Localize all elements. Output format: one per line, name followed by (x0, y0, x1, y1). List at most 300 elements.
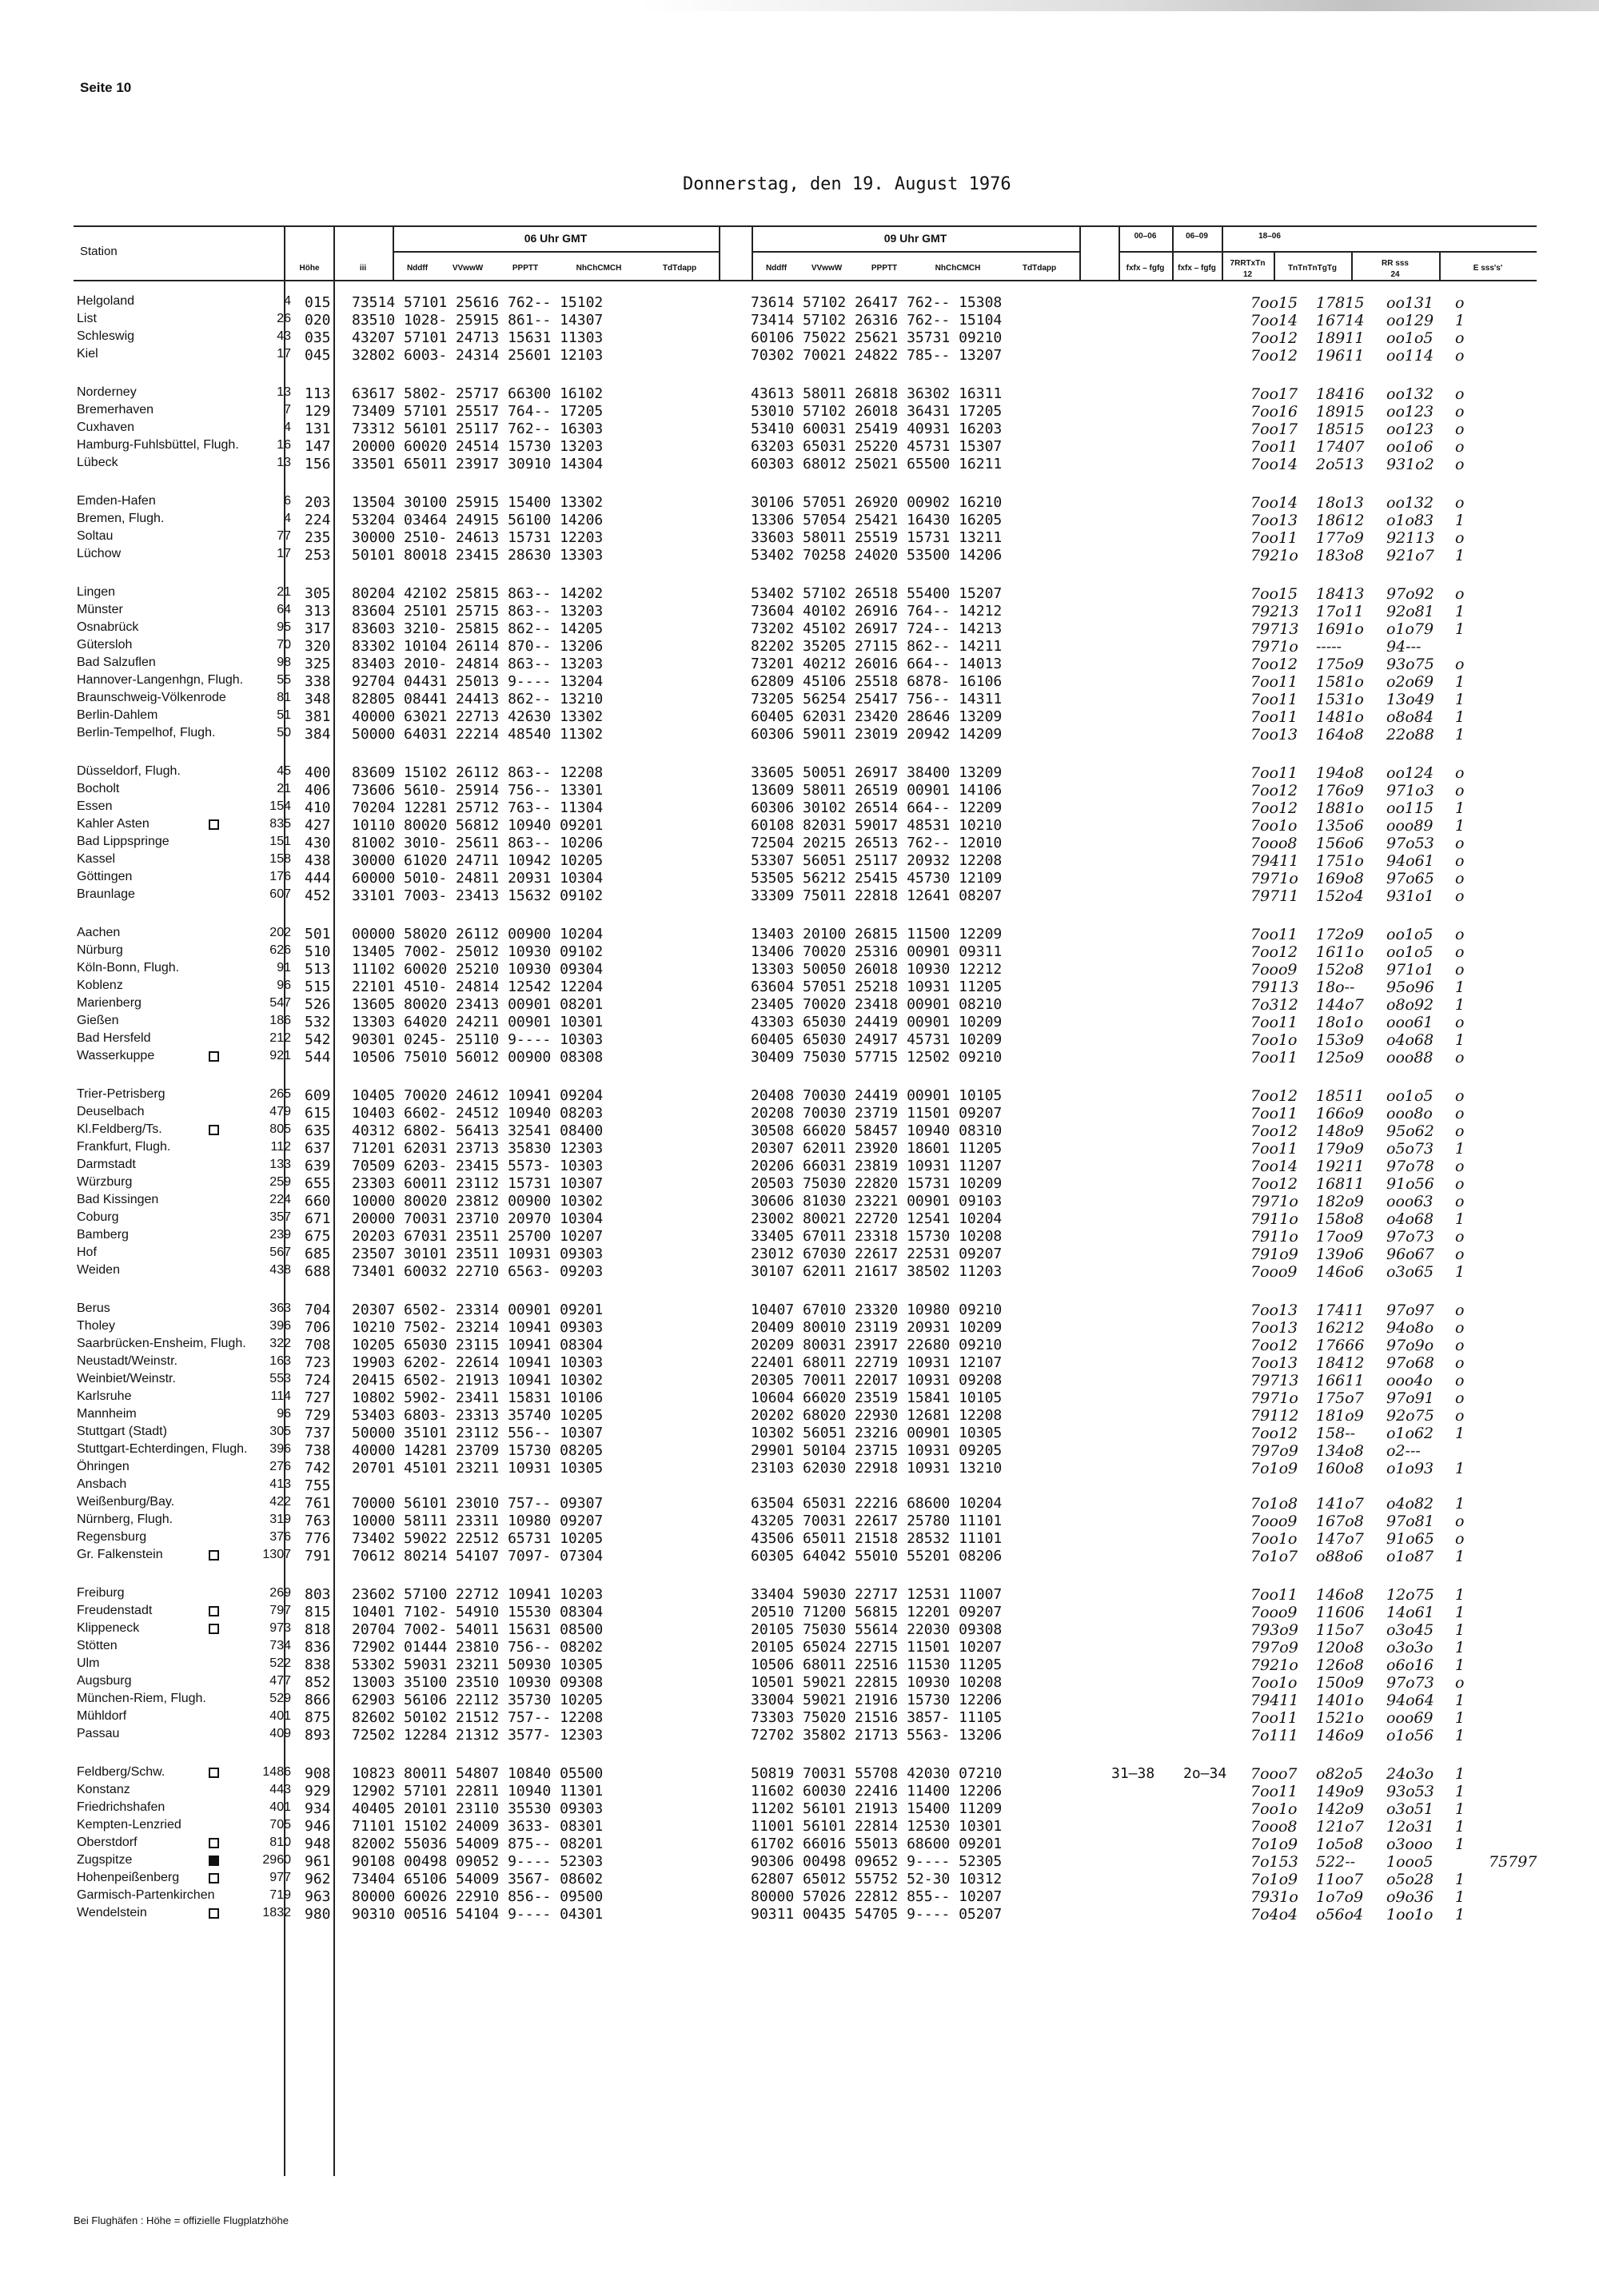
extreme-temps: 149o9 (1316, 1783, 1364, 1800)
precip-group: o1o87 (1386, 1548, 1434, 1565)
hoehe: 376 (269, 1530, 291, 1544)
hoehe: 50 (277, 726, 291, 739)
extreme-temps: 522-- (1316, 1853, 1356, 1871)
obs-06: 20203 67031 23511 25700 10207 (352, 1228, 604, 1245)
extreme-temps: 194o8 (1316, 764, 1364, 782)
obs-06: 71201 62031 23713 35830 12303 (352, 1140, 604, 1157)
open-square-icon (209, 1125, 219, 1135)
obs-06: 20704 7002- 54011 15631 08500 (352, 1621, 604, 1638)
precip-group: 92o75 (1386, 1407, 1434, 1425)
station-group (0, 1087, 1599, 1281)
extra-flag: o (1455, 1337, 1465, 1354)
obs-09: 10501 59021 22815 10930 10208 (751, 1674, 1003, 1691)
extra-flag: 1 (1455, 1906, 1465, 1923)
hoehe: 151 (269, 835, 291, 848)
station-group (0, 1765, 1599, 1923)
hoehe: 835 (269, 817, 291, 831)
station-name: Köln-Bonn, Flugh. (77, 961, 180, 975)
hoehe: 6 (284, 494, 291, 508)
extra-flag: o (1455, 656, 1465, 673)
extreme-temps: 11606 (1316, 1604, 1365, 1621)
station-group (0, 385, 1599, 473)
hoehe: 4 (284, 421, 291, 434)
extreme-temps: 147o7 (1316, 1530, 1364, 1548)
temp-group: 7oo11 (1250, 529, 1298, 547)
station-index: 338 (305, 673, 331, 690)
table-row (0, 673, 1599, 691)
extra-flag: 1 (1455, 1656, 1465, 1674)
extra-flag: o (1455, 1301, 1465, 1319)
precip-group: 97o91 (1386, 1389, 1434, 1407)
extreme-temps: 146o6 (1316, 1263, 1364, 1281)
obs-09: 33004 59021 21916 15730 12206 (751, 1692, 1003, 1708)
temp-group: 7oo13 (1250, 512, 1298, 529)
station-name: Bad Hersfeld (77, 1031, 151, 1045)
extra-flag: 1 (1455, 1425, 1465, 1442)
obs-06: 73514 57101 25616 762-- 15102 (352, 294, 604, 311)
extreme-temps: 152o4 (1316, 887, 1364, 905)
obs-06: 90310 00516 54104 9---- 04301 (352, 1906, 604, 1923)
extra-flag: o (1455, 887, 1465, 905)
table-row (0, 1621, 1599, 1639)
station-name: Nürburg (77, 943, 123, 957)
extreme-temps: 146o8 (1316, 1586, 1364, 1604)
temp-group: 7ooo9 (1250, 961, 1298, 979)
obs-06: 90108 00498 09052 9---- 52303 (352, 1853, 604, 1870)
precip-group: o3ooo (1386, 1836, 1433, 1853)
station-index: 452 (305, 887, 331, 904)
extra-flag: 1 (1455, 1871, 1465, 1888)
extra-flag: o (1455, 1228, 1465, 1246)
precip-group: 97o81 (1386, 1513, 1434, 1530)
obs-09: 13403 20100 26815 11500 12209 (751, 926, 1003, 943)
extreme-temps: 1o7o9 (1316, 1888, 1364, 1906)
obs-06: 40000 63021 22713 42630 13302 (352, 708, 604, 725)
precip-group: oo132 (1386, 494, 1434, 512)
temp-group: 79711 (1250, 887, 1299, 905)
table-row (0, 979, 1599, 996)
station-index: 742 (305, 1460, 331, 1477)
hoehe: 396 (269, 1319, 291, 1333)
sub-header-cols06-3: NhChCMCH (576, 264, 622, 273)
hoehe: 7 (284, 403, 291, 417)
obs-09: 10302 56051 23216 00901 10305 (751, 1425, 1003, 1441)
station-name: Bocholt (77, 782, 120, 795)
hoehe: 77 (277, 529, 291, 543)
header-rule (74, 280, 1537, 281)
extra-flag: 1 (1455, 1836, 1465, 1853)
extra-flag: 1 (1455, 547, 1465, 564)
open-square-icon (209, 1606, 219, 1616)
station-index: 501 (305, 926, 331, 943)
extreme-temps: 18o13 (1316, 494, 1364, 512)
table-row (0, 294, 1599, 312)
extra-flag: 1 (1455, 708, 1465, 726)
table-row (0, 852, 1599, 870)
hoehe: 133 (269, 1158, 291, 1171)
obs-09: 22401 68011 22719 10931 12107 (751, 1354, 1003, 1371)
hoehe: 443 (269, 1783, 291, 1796)
station-index: 738 (305, 1442, 331, 1459)
extra-flag: 1 (1455, 1210, 1465, 1228)
station-index: 020 (305, 312, 331, 329)
table-row (0, 764, 1599, 782)
sub-header-7rr-note: 12 (1242, 270, 1253, 279)
obs-09: 30107 62011 21617 38502 11203 (751, 1263, 1003, 1280)
extreme-temps: 1691o (1316, 620, 1364, 638)
hoehe: 396 (269, 1442, 291, 1456)
extra-flag: 1 (1455, 620, 1465, 638)
extra-flag: o (1455, 1193, 1465, 1210)
block-header-09: 09 Uhr GMT (883, 232, 947, 245)
obs-09: 72702 35802 21713 5563- 13206 (751, 1727, 1003, 1744)
obs-09: 60306 59011 23019 20942 14209 (751, 726, 1003, 743)
hoehe: 921 (269, 1049, 291, 1062)
extra-flag: o (1455, 1175, 1465, 1193)
station-index: 655 (305, 1175, 331, 1192)
station-group (0, 764, 1599, 905)
hoehe: 357 (269, 1210, 291, 1224)
hoehe: 553 (269, 1372, 291, 1385)
hoehe: 319 (269, 1513, 291, 1526)
extreme-temps: 18o1o (1316, 1014, 1364, 1031)
hoehe: 322 (269, 1337, 291, 1350)
station-index: 532 (305, 1014, 331, 1030)
extra-flag: o (1455, 961, 1465, 979)
hoehe: 81 (277, 691, 291, 704)
sub-header-tn: TnTnTnTgTg (1287, 264, 1338, 273)
station-index: 838 (305, 1656, 331, 1673)
header-18-06: 18–06 (1258, 232, 1281, 241)
extreme-temps: 134o8 (1316, 1442, 1364, 1460)
station-index: 348 (305, 691, 331, 708)
obs-09: 62807 65012 55752 52-30 10312 (751, 1871, 1003, 1887)
extra-flag: 1 (1455, 1639, 1465, 1656)
extra-flag: 1 (1455, 1709, 1465, 1727)
hoehe: 276 (269, 1460, 291, 1473)
station-group (0, 585, 1599, 743)
extra-flag: 1 (1455, 1031, 1465, 1049)
sub-header-esss: E sss's' (1473, 264, 1503, 273)
station-index: 980 (305, 1906, 331, 1923)
table-row (0, 1140, 1599, 1158)
station-index: 761 (305, 1495, 331, 1512)
station-index: 639 (305, 1158, 331, 1174)
extreme-temps: 18511 (1316, 1087, 1365, 1105)
obs-09: 20105 75030 55614 22030 09308 (751, 1621, 1003, 1638)
table-row (0, 529, 1599, 547)
precip-group: 97o65 (1386, 870, 1434, 887)
sub-header-cols09-0: Nddff (765, 264, 788, 273)
hoehe: 13 (277, 385, 291, 399)
precip-group: o1o56 (1386, 1727, 1434, 1744)
hoehe: 607 (269, 887, 291, 901)
obs-06: 40312 6802- 56413 32541 08400 (352, 1122, 604, 1139)
temp-group: 7oo14 (1250, 312, 1298, 329)
table-row (0, 1604, 1599, 1621)
hoehe: 805 (269, 1122, 291, 1136)
extreme-temps: 141o7 (1316, 1495, 1364, 1513)
obs-06: 30000 2510- 24613 15731 12203 (352, 529, 604, 546)
precip-group: oo1o6 (1386, 438, 1434, 456)
station-index: 609 (305, 1087, 331, 1104)
station-index: 729 (305, 1407, 331, 1424)
extreme-temps: 18612 (1316, 512, 1365, 529)
extreme-temps: 179o9 (1316, 1140, 1364, 1158)
temp-group: 793o9 (1250, 1621, 1298, 1639)
station-index: 946 (305, 1818, 331, 1835)
hoehe: 547 (269, 996, 291, 1010)
table-row (0, 403, 1599, 421)
col-header-station: Station (80, 245, 118, 258)
precip-group: o6o16 (1386, 1656, 1434, 1674)
extra-flag: 1 (1455, 799, 1465, 817)
station-index: 113 (305, 385, 331, 402)
obs-06: 10403 6602- 24512 10940 08203 (352, 1105, 604, 1122)
hoehe: 95 (277, 620, 291, 634)
station-name: München-Riem, Flugh. (77, 1692, 206, 1705)
precip-group: o2o69 (1386, 673, 1434, 691)
extra-flag: 1 (1455, 1692, 1465, 1709)
extra-flag: o (1455, 764, 1465, 782)
temp-group: 7oo16 (1250, 403, 1298, 421)
temp-group: 7911o (1250, 1210, 1298, 1228)
precip-group: 921o7 (1386, 547, 1434, 564)
obs-06: 12902 57101 22811 10940 11301 (352, 1783, 604, 1800)
sub-header-cols09-1: VVwwW (811, 264, 843, 273)
station-name: Gütersloh (77, 638, 133, 652)
hoehe: 163 (269, 1354, 291, 1368)
station-name: Stötten (77, 1639, 118, 1652)
station-name: Regensburg (77, 1530, 147, 1544)
precip-group: o5o28 (1386, 1871, 1434, 1888)
extreme-temps: 176o9 (1316, 782, 1364, 799)
precip-group: o3o3o (1386, 1639, 1434, 1656)
hoehe: 26 (277, 312, 291, 325)
open-square-icon (209, 1624, 219, 1634)
obs-09: 33404 59030 22717 12531 11007 (751, 1586, 1003, 1603)
station-name: Helgoland (77, 294, 135, 308)
station-name: Saarbrücken-Ensheim, Flugh. (77, 1337, 246, 1350)
station-index: 671 (305, 1210, 331, 1227)
station-name: Hof (77, 1246, 97, 1259)
extreme-temps: o88o6 (1316, 1548, 1364, 1565)
precip-group: o4o68 (1386, 1210, 1434, 1228)
extreme-temps: 1o5o8 (1316, 1836, 1364, 1853)
precip-group: o8o84 (1386, 708, 1434, 726)
station-name: Bamberg (77, 1228, 129, 1242)
obs-09: 30606 81030 23221 00901 09103 (751, 1193, 1003, 1210)
obs-06: 81002 3010- 25611 863-- 10206 (352, 835, 604, 851)
table-row (0, 961, 1599, 979)
precip-group: 22o88 (1386, 726, 1434, 743)
obs-06: 83604 25101 25715 863-- 13203 (352, 603, 604, 620)
obs-06: 90301 0245- 25110 9---- 10303 (352, 1031, 604, 1048)
obs-09: 43613 58011 26818 36302 16311 (751, 385, 1003, 402)
station-name: Gr. Falkenstein (77, 1548, 163, 1561)
station-index: 384 (305, 726, 331, 743)
extra-flag: o (1455, 294, 1465, 312)
extreme-temps: 126o8 (1316, 1656, 1364, 1674)
table-row (0, 1354, 1599, 1372)
extreme-temps: 1531o (1316, 691, 1364, 708)
station-name: List (77, 312, 97, 325)
extra-flag: o (1455, 1105, 1465, 1122)
precip-group: 97o78 (1386, 1158, 1434, 1175)
temp-group: 7971o (1250, 638, 1298, 656)
table-row (0, 1105, 1599, 1122)
sub-header-fx1: fxfx – fgfg (1126, 264, 1165, 273)
precip-group: 91o56 (1386, 1175, 1434, 1193)
precip-group: 94o8o (1386, 1319, 1434, 1337)
extreme-temps: 1581o (1316, 673, 1364, 691)
temp-group: 7oo1o (1250, 817, 1298, 835)
extra-flag: o (1455, 1513, 1465, 1530)
extreme-temps: 182o9 (1316, 1193, 1364, 1210)
temp-group: 7oo11 (1250, 764, 1298, 782)
obs-09: 23405 70020 23418 00901 08210 (751, 996, 1003, 1013)
station-name: Coburg (77, 1210, 119, 1224)
extra-flag: 1 (1455, 726, 1465, 743)
obs-09: 73414 57102 26316 762-- 15104 (751, 312, 1003, 329)
temp-group: 7oo12 (1250, 799, 1298, 817)
header-06-09: 06–09 (1186, 232, 1208, 241)
station-index: 015 (305, 294, 331, 311)
temp-group: 7ooo7 (1250, 1765, 1298, 1783)
station-name: Koblenz (77, 979, 123, 992)
sub-rule (752, 251, 1079, 253)
table-row (0, 1656, 1599, 1674)
block-header-06: 06 Uhr GMT (524, 232, 588, 245)
obs-09: 60405 65030 24917 45731 10209 (751, 1031, 1003, 1048)
obs-06: 70612 80214 54107 7097- 07304 (352, 1548, 604, 1565)
obs-06: 20701 45101 23211 10931 10305 (352, 1460, 604, 1477)
station-index: 763 (305, 1513, 331, 1529)
obs-06: 83403 2010- 24814 863-- 13203 (352, 656, 604, 672)
precip-group: o4o68 (1386, 1031, 1434, 1049)
hoehe: 422 (269, 1495, 291, 1509)
obs-09: 53505 56212 25415 45730 12109 (751, 870, 1003, 887)
temp-group: 797o9 (1250, 1442, 1298, 1460)
station-name: Osnabrück (77, 620, 139, 634)
station-name: Zugspitze (77, 1853, 133, 1867)
table-row (0, 456, 1599, 473)
station-index: 515 (305, 979, 331, 995)
extreme-temps: 18o-- (1316, 979, 1355, 996)
station-index: 305 (305, 585, 331, 602)
temp-group: 797o9 (1250, 1639, 1298, 1656)
extreme-temps: 183o8 (1316, 547, 1364, 564)
obs-09: 10604 66020 23519 15841 10105 (751, 1389, 1003, 1406)
station-index: 963 (305, 1888, 331, 1905)
obs-09: 11202 56101 21913 15400 11209 (751, 1800, 1003, 1817)
hoehe: 269 (269, 1586, 291, 1600)
obs-06: 23303 60011 23112 15731 10307 (352, 1175, 604, 1192)
hoehe: 797 (269, 1604, 291, 1617)
hoehe: 977 (269, 1871, 291, 1884)
hoehe: 112 (270, 1140, 291, 1154)
obs-06: 62903 56106 22112 35730 10205 (352, 1692, 604, 1708)
col-divider (719, 225, 720, 280)
precip-group: 93o53 (1386, 1783, 1434, 1800)
station-name: Kahler Asten (77, 817, 150, 831)
obs-06: 13303 64020 24211 00901 10301 (352, 1014, 604, 1030)
precip-group: oo124 (1386, 764, 1434, 782)
precip-group: 93o75 (1386, 656, 1434, 673)
temp-group: 7921o (1250, 547, 1298, 564)
obs-09: 90306 00498 09652 9---- 52305 (751, 1853, 1003, 1870)
station-index: 513 (305, 961, 331, 978)
station-index: 803 (305, 1586, 331, 1603)
obs-06: 13605 80020 23413 00901 08201 (352, 996, 604, 1013)
temp-group: 7oo14 (1250, 1158, 1298, 1175)
station-index: 427 (305, 817, 331, 834)
extreme-temps: 11oo7 (1316, 1871, 1364, 1888)
precip-group: oo1o5 (1386, 926, 1434, 943)
extra-flag: o (1455, 421, 1465, 438)
station-index: 430 (305, 835, 331, 851)
station-index: 688 (305, 1263, 331, 1280)
hoehe: 64 (277, 603, 291, 616)
precip-group: 97o97 (1386, 1301, 1434, 1319)
table-row (0, 996, 1599, 1014)
extra-flag: 1 (1455, 512, 1465, 529)
footnote: Bei Flughäfen : Höhe = offizielle Flugplatzhöhe (74, 2214, 289, 2226)
station-index: 544 (305, 1049, 331, 1066)
precip-group: 97o68 (1386, 1354, 1434, 1372)
extra-flag: 1 (1455, 1621, 1465, 1639)
obs-09: 73614 57102 26417 762-- 15308 (751, 294, 1003, 311)
open-square-icon (209, 1051, 219, 1062)
extreme-temps: 17815 (1316, 294, 1365, 312)
temp-group: 7oo14 (1250, 494, 1298, 512)
extreme-temps: 166o9 (1316, 1105, 1364, 1122)
obs-06: 00000 58020 26112 00900 10204 (352, 926, 604, 943)
station-index: 724 (305, 1372, 331, 1389)
station-name: Braunschweig-Völkenrode (77, 691, 226, 704)
temp-group: 7o1o9 (1250, 1460, 1298, 1477)
precip-group: ooo8o (1386, 1105, 1433, 1122)
station-index: 615 (305, 1105, 331, 1122)
obs-06: 73401 60032 22710 6563- 09203 (352, 1263, 604, 1280)
station-index: 708 (305, 1337, 331, 1353)
obs-06: 43207 57101 24713 15631 11303 (352, 329, 604, 346)
temp-group: 79411 (1250, 1692, 1299, 1709)
obs-06: 71101 15102 24009 3633- 08301 (352, 1818, 604, 1835)
station-index: 704 (305, 1301, 331, 1318)
extreme-temps: o56o4 (1316, 1906, 1364, 1923)
obs-09: 13306 57054 25421 16430 16205 (751, 512, 1003, 528)
table-row (0, 1783, 1599, 1800)
extra-flag: o (1455, 782, 1465, 799)
temp-group: 7o4o4 (1250, 1906, 1298, 1923)
extra-flag: o (1455, 494, 1465, 512)
temp-group: 79713 (1250, 620, 1299, 638)
station-index: 875 (305, 1709, 331, 1726)
table-row (0, 347, 1599, 365)
obs-06: 53204 03464 24915 56100 14206 (352, 512, 604, 528)
obs-09: 82202 35205 27115 862-- 14211 (751, 638, 1003, 655)
precip-group: 97o9o (1386, 1337, 1434, 1354)
extreme-temps: 167o8 (1316, 1513, 1364, 1530)
table-row (0, 1301, 1599, 1319)
top-rule (74, 225, 1537, 227)
obs-06: 83603 3210- 25815 862-- 14205 (352, 620, 604, 637)
obs-09: 62809 45106 25518 6878- 16106 (751, 673, 1003, 690)
table-row (0, 656, 1599, 673)
obs-06: 10405 70020 24612 10941 09204 (352, 1087, 604, 1104)
station-name: Lüchow (77, 547, 122, 560)
